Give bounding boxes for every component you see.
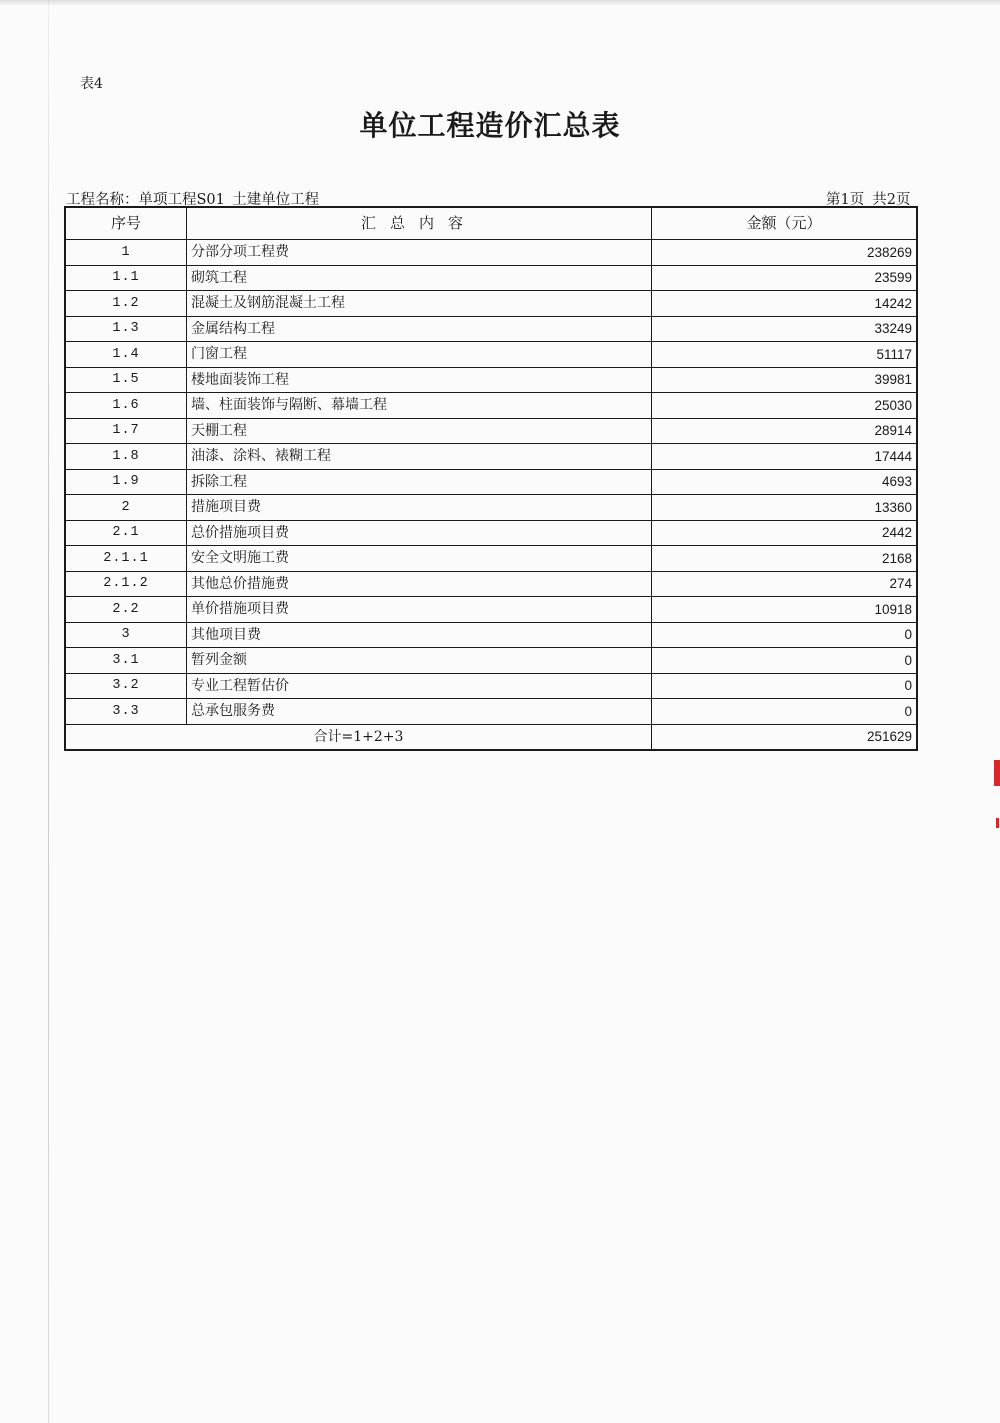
row-amount: 0: [652, 622, 918, 648]
table-row: [65, 622, 917, 648]
table-row: [65, 316, 917, 342]
row-amount: 51117: [652, 342, 918, 368]
scan-binding-edge: [48, 0, 49, 1423]
table-row: [65, 240, 917, 266]
header-amount: 金额（元）: [652, 207, 918, 240]
table-row: [65, 342, 917, 368]
row-seq: 3: [65, 622, 187, 648]
row-content: 分部分项工程费: [187, 240, 652, 266]
row-amount: 14242: [652, 291, 918, 317]
row-seq: 3.2: [65, 673, 187, 699]
total-amount: 251629: [652, 724, 918, 750]
table-row: [65, 673, 917, 699]
row-content: 其他项目费: [187, 622, 652, 648]
row-seq: 1.6: [65, 393, 187, 419]
table-row: [65, 571, 917, 597]
row-seq: 1.3: [65, 316, 187, 342]
table-row: [65, 469, 917, 495]
row-content: 其他总价措施费: [187, 571, 652, 597]
table-body: [65, 240, 917, 725]
row-amount: 28914: [652, 418, 918, 444]
row-amount: 274: [652, 571, 918, 597]
row-seq: 1.8: [65, 444, 187, 470]
row-content: 专业工程暂估价: [187, 673, 652, 699]
row-content: 门窗工程: [187, 342, 652, 368]
row-seq: 2.1: [65, 520, 187, 546]
row-content: 措施项目费: [187, 495, 652, 521]
row-seq: 1.1: [65, 265, 187, 291]
table-row: [65, 265, 917, 291]
row-content: 油漆、涂料、裱糊工程: [187, 444, 652, 470]
table-row: [65, 597, 917, 623]
row-seq: 1.9: [65, 469, 187, 495]
row-amount: 238269: [652, 240, 918, 266]
row-content: 天棚工程: [187, 418, 652, 444]
row-content: 拆除工程: [187, 469, 652, 495]
project-name: 工程名称：单项工程S01_土建单位工程: [66, 192, 320, 208]
row-content: 砌筑工程: [187, 265, 652, 291]
row-seq: 2.1.2: [65, 571, 187, 597]
row-amount: 0: [652, 699, 918, 725]
row-content: 墙、柱面装饰与隔断、幕墙工程: [187, 393, 652, 419]
row-seq: 1.5: [65, 367, 187, 393]
row-amount: 13360: [652, 495, 918, 521]
scan-top-shadow: [0, 0, 1000, 6]
table-row: [65, 393, 917, 419]
table-header-row: [65, 207, 917, 240]
header-content: 汇总内容: [187, 207, 652, 240]
row-content: 金属结构工程: [187, 316, 652, 342]
row-amount: 17444: [652, 444, 918, 470]
table-row: [65, 520, 917, 546]
row-seq: 3.3: [65, 699, 187, 725]
row-amount: 33249: [652, 316, 918, 342]
cost-summary-table: [64, 206, 918, 751]
document-title: 单位工程造价汇总表: [359, 109, 621, 142]
table-row: [65, 367, 917, 393]
total-row: [65, 724, 917, 750]
total-label: 合计=1+2+3: [65, 724, 652, 750]
row-amount: 2442: [652, 520, 918, 546]
row-seq: 1: [65, 240, 187, 266]
page-total: 共2页: [872, 192, 911, 208]
row-seq: 1.2: [65, 291, 187, 317]
table-row: [65, 648, 917, 674]
red-stamp-fragment: [990, 760, 1000, 830]
row-content: 单价措施项目费: [187, 597, 652, 623]
row-amount: 2168: [652, 546, 918, 572]
row-seq: 3.1: [65, 648, 187, 674]
row-content: 楼地面装饰工程: [187, 367, 652, 393]
row-seq: 1.7: [65, 418, 187, 444]
row-amount: 0: [652, 648, 918, 674]
table-row: [65, 444, 917, 470]
row-seq: 2: [65, 495, 187, 521]
table-number: 表4: [80, 76, 103, 92]
row-amount: 4693: [652, 469, 918, 495]
row-seq: 2.1.1: [65, 546, 187, 572]
row-content: 混凝土及钢筋混凝土工程: [187, 291, 652, 317]
row-seq: 2.2: [65, 597, 187, 623]
header-seq: 序号: [65, 207, 187, 240]
table-row: [65, 495, 917, 521]
table-row: [65, 418, 917, 444]
table-row: [65, 699, 917, 725]
row-content: 总承包服务费: [187, 699, 652, 725]
row-amount: 0: [652, 673, 918, 699]
row-content: 暂列金额: [187, 648, 652, 674]
row-amount: 23599: [652, 265, 918, 291]
table-row: [65, 291, 917, 317]
page-current: 第1页: [826, 192, 865, 208]
row-content: 总价措施项目费: [187, 520, 652, 546]
row-content: 安全文明施工费: [187, 546, 652, 572]
row-seq: 1.4: [65, 342, 187, 368]
row-amount: 25030: [652, 393, 918, 419]
row-amount: 10918: [652, 597, 918, 623]
row-amount: 39981: [652, 367, 918, 393]
table-row: [65, 546, 917, 572]
